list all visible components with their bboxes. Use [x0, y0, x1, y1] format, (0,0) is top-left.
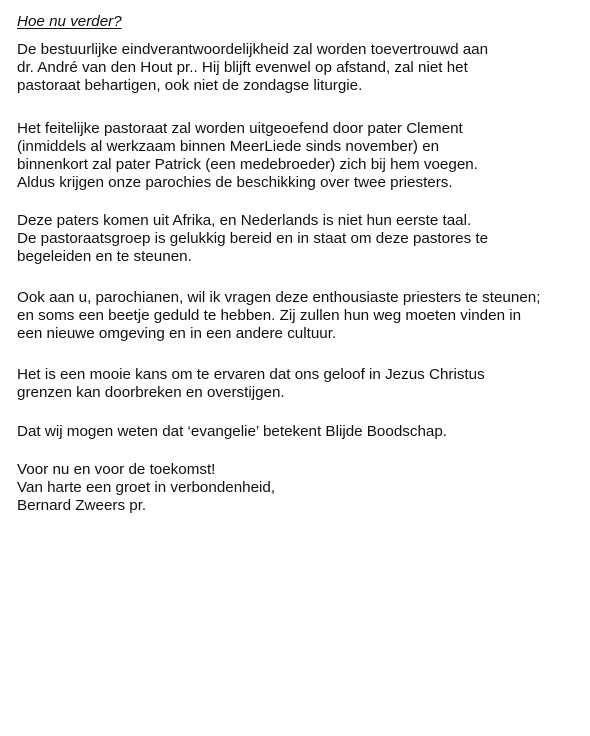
text-line: pastoraat behartigen, ook niet de zondagse liturgie.: [17, 77, 363, 94]
paragraph-governance: [17, 41, 585, 95]
text-line: en soms een beetje geduld te hebben. Zij zullen hun weg moeten vinden in: [17, 307, 522, 324]
text-line: De pastoraatsgroep is gelukkig bereid en in staat om deze pastores te: [17, 230, 489, 247]
text-line: Voor nu en voor de toekomst!: [17, 461, 216, 478]
text-line: Het is een mooie kans om te ervaren dat ons geloof in Jezus Christus: [17, 366, 485, 383]
text-line: Van harte een groet in verbondenheid,: [17, 479, 276, 496]
text-line: begeleiden en te steunen.: [17, 248, 192, 265]
text-line: (inmiddels al werkzaam binnen MeerLiede sinds november) en: [17, 138, 440, 155]
text-line: Het feitelijke pastoraat zal worden uitgeoefend door pater Clement: [17, 120, 463, 137]
text-line: Dat wij mogen weten dat ‘evangelie’ betekent Blijde Boodschap.: [17, 423, 448, 440]
text-line: grenzen kan doorbreken en overstijgen.: [17, 384, 285, 401]
signature-name: Bernard Zweers pr.: [17, 497, 147, 514]
text-line: dr. André van den Hout pr.. Hij blijft evenwel op afstand, zal niet het: [17, 59, 468, 76]
section-heading: Hoe nu verder?: [17, 13, 122, 30]
paragraph-parishioners: [17, 289, 585, 343]
text-line: Ook aan u, parochianen, wil ik vragen deze enthousiaste priesters te steunen;: [17, 289, 541, 306]
closing-signature: [17, 461, 585, 515]
text-line: Deze paters komen uit Afrika, en Nederlands is niet hun eerste taal.: [17, 212, 472, 229]
text-line: Aldus krijgen onze parochies de beschikking over twee priesters.: [17, 174, 453, 191]
paragraph-opportunity: [17, 366, 585, 402]
paragraph-pastorate: [17, 120, 585, 192]
text-line: een nieuwe omgeving en in een andere cultuur.: [17, 325, 337, 342]
text-line: binnenkort zal pater Patrick (een medebroeder) zich bij hem voegen.: [17, 156, 478, 173]
paragraph-gospel: [17, 423, 585, 441]
text-line: De bestuurlijke eindverantwoordelijkheid zal worden toevertrouwd aan: [17, 41, 489, 58]
paragraph-fathers: [17, 212, 585, 266]
